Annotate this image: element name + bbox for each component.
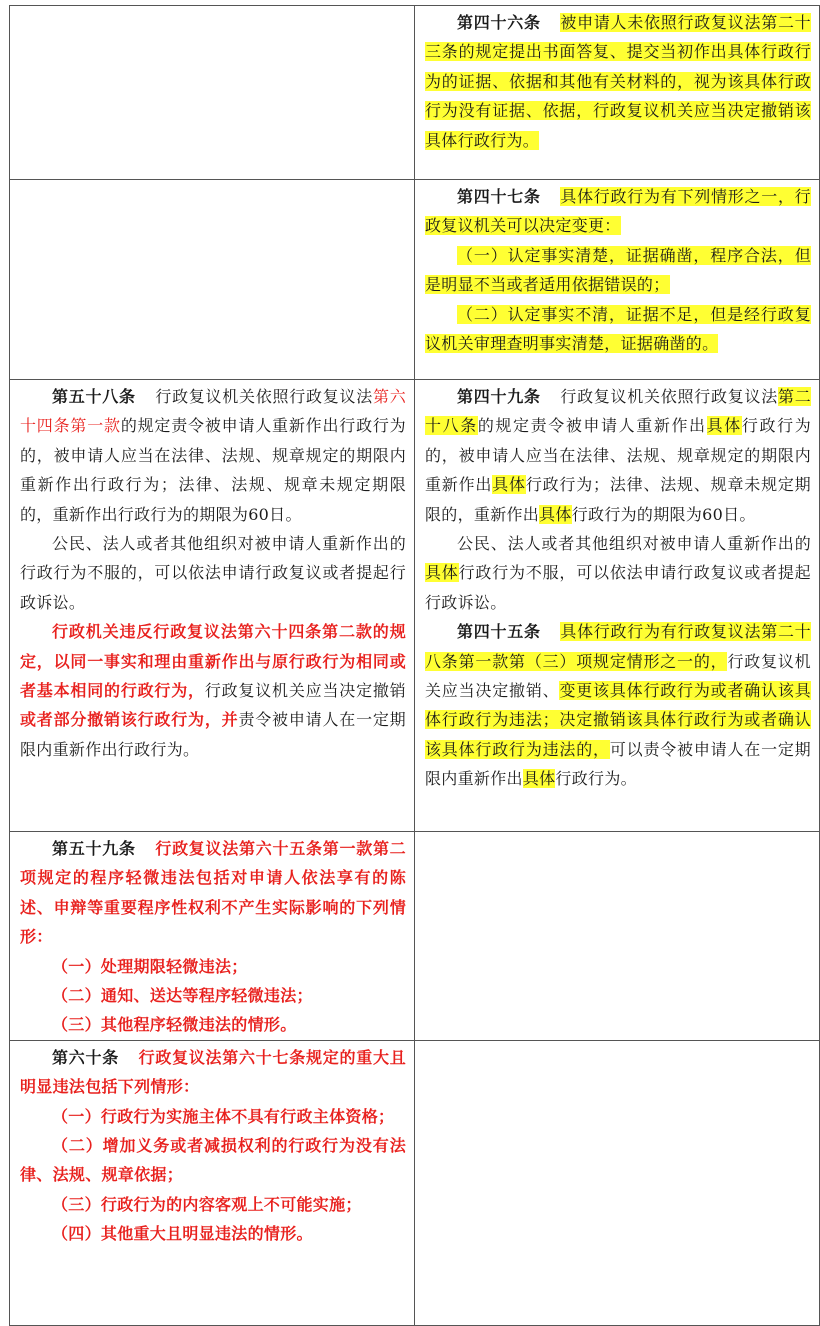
article-number: 第六十条 — [52, 1047, 119, 1067]
new-provision-cell — [10, 1040, 415, 1325]
old-provision-cell — [415, 832, 820, 1041]
provision-paragraph — [20, 1219, 406, 1248]
provision-paragraph — [20, 382, 406, 529]
provision-paragraph — [425, 382, 811, 529]
provision-paragraph — [20, 617, 406, 764]
article-number: 第四十七条 — [457, 187, 541, 206]
provision-text: 行政行为不服，可以依法申请行政复议或者提起行政诉讼。 — [425, 563, 811, 612]
provision-text: 被申请人未依照行政复议法第二十三条的规定提出书面答复、提交当初作出具体行政行为的证据、依据和其他有关材料的，视为该具体行政行为没有证据、依据，行政复议机关应当决定撤销该具体行政行为。 — [425, 13, 811, 150]
provision-text: 具体 — [522, 769, 556, 789]
new-provision-cell — [10, 6, 415, 180]
provision-text: 行政行为的，被申请人应当在法律、法规、规章规定的期限内重新作出 — [425, 416, 812, 495]
old-provision-cell — [415, 1040, 820, 1325]
provision-text: 行政复议法第六十五条第一款第二项规定的程序轻微违法包括对申请人依法享有的陈述、申辩等重要程序性权利不产生实际影响的下列情形： — [20, 839, 406, 947]
provision-text: （三）其他程序轻微违法的情形。 — [52, 1015, 297, 1035]
provision-text: 具体 — [539, 504, 572, 524]
provision-text: 公民、法人或者其他组织对被申请人重新作出的 — [457, 534, 811, 554]
provision-text: （二）认定事实不清，证据不足，但是经行政复议机关审理查明事实清楚，证据确凿的。 — [425, 304, 811, 354]
article-number: 第四十九条 — [457, 387, 541, 406]
article-number: 第五十九条 — [52, 839, 136, 858]
provision-text: （三）行政行为的内容客观上不可能实施； — [52, 1194, 362, 1214]
provision-paragraph — [425, 300, 811, 359]
table-row — [10, 1040, 820, 1325]
provision-text: （一）认定事实清楚，证据确凿，程序合法，但是明显不当或者适用依据错误的； — [425, 245, 811, 295]
provision-text: 行政行为；法律、法规、规章未规定期限的，重新作出 — [425, 475, 811, 524]
provision-text: 行政复议机关依照行政复议法 — [559, 387, 778, 406]
provision-text: 可以责令被申请人在一定期限内重新作出 — [425, 739, 811, 789]
old-provision-cell — [415, 380, 820, 832]
provision-text: 的规定责令被申请人重新作出 — [477, 416, 707, 436]
provision-paragraph — [425, 8, 811, 155]
provision-paragraph — [425, 241, 811, 300]
provision-paragraph — [20, 529, 406, 617]
provision-text: 公民、法人或者其他组织对被申请人重新作出的行政行为不服的，可以依法申请行政复议或者提起行政诉讼。 — [20, 534, 406, 612]
provision-text: 具体 — [425, 563, 459, 583]
provision-text: 行政机关违反行政复议法第六十四条第二款的规定，以同一事实和理由重新作出与原行政行为相同或者基本相同的行政行为， — [20, 622, 406, 701]
old-provision-cell — [415, 180, 820, 380]
provision-text: 第二十八条 — [425, 387, 811, 436]
comparison-table — [9, 5, 820, 1326]
provision-text: 具体行政行为有行政复议法第二十八条第一款第（三）项规定情形之一的， — [425, 622, 811, 671]
provision-text: 行政行为的期限为60日。 — [571, 504, 756, 524]
provision-paragraph — [20, 981, 406, 1010]
article-number: 第五十八条 — [52, 387, 136, 406]
article-number: 第四十六条 — [457, 13, 541, 32]
provision-text: 变更该具体行政行为或者确认该具体行政行为违法；决定撤销该具体行政行为或者确认该具体行政行为违法的， — [425, 681, 811, 759]
new-provision-cell — [10, 180, 415, 380]
table-row — [10, 832, 820, 1041]
article-number: 第四十五条 — [457, 622, 541, 642]
provision-paragraph — [425, 529, 811, 617]
provision-text: 或者部分撤销该行政行为，并 — [20, 710, 239, 730]
provision-text: （一）行政行为实施主体不具有行政主体资格； — [52, 1106, 395, 1126]
table-row — [10, 180, 820, 380]
provision-paragraph — [20, 1102, 406, 1131]
provision-text: 行政复议机关应当决定撤销 — [204, 681, 406, 701]
table-row — [10, 6, 820, 180]
provision-text: 具体 — [706, 416, 742, 436]
provision-text: 行政行为。 — [555, 769, 637, 789]
old-provision-cell — [415, 6, 820, 180]
provision-paragraph — [20, 952, 406, 981]
provision-text: 的规定责令被申请人重新作出行政行为的，被申请人应当在法律、法规、规章规定的期限内重新作出行政行为；法律、法规、规章未规定期限的，重新作出行政行为的期限为60日。 — [20, 416, 406, 524]
new-provision-cell — [10, 380, 415, 832]
provision-text: （二）通知、送达等程序轻微违法； — [52, 986, 313, 1006]
provision-text: （二）增加义务或者减损权利的行政行为没有法律、法规、规章依据； — [20, 1136, 406, 1185]
provision-text: （四）其他重大且明显违法的情形。 — [52, 1224, 313, 1244]
provision-paragraph — [20, 1010, 406, 1039]
provision-text: 责令被申请人在一定期限内重新作出行政行为。 — [20, 710, 406, 759]
table-row — [10, 380, 820, 832]
provision-paragraph — [425, 182, 811, 241]
provision-paragraph — [20, 834, 406, 952]
new-provision-cell — [10, 832, 415, 1041]
provision-text: 具体 — [492, 475, 526, 495]
provision-text: 行政复议机关依照行政复议法 — [154, 387, 373, 406]
provision-paragraph — [425, 617, 811, 793]
provision-text: （一）处理期限轻微违法； — [52, 956, 248, 976]
provision-text: 行政复议法第六十七条规定的重大且明显违法包括下列情形： — [20, 1047, 406, 1097]
provision-paragraph — [20, 1190, 406, 1219]
provision-text: 行政复议机关应当决定撤销、 — [425, 651, 811, 701]
provision-paragraph — [20, 1131, 406, 1190]
provision-paragraph — [20, 1043, 406, 1102]
provision-text: 第六十四条第一款 — [20, 387, 406, 436]
provision-text: 具体行政行为有下列情形之一，行政复议机关可以决定变更： — [425, 187, 811, 236]
